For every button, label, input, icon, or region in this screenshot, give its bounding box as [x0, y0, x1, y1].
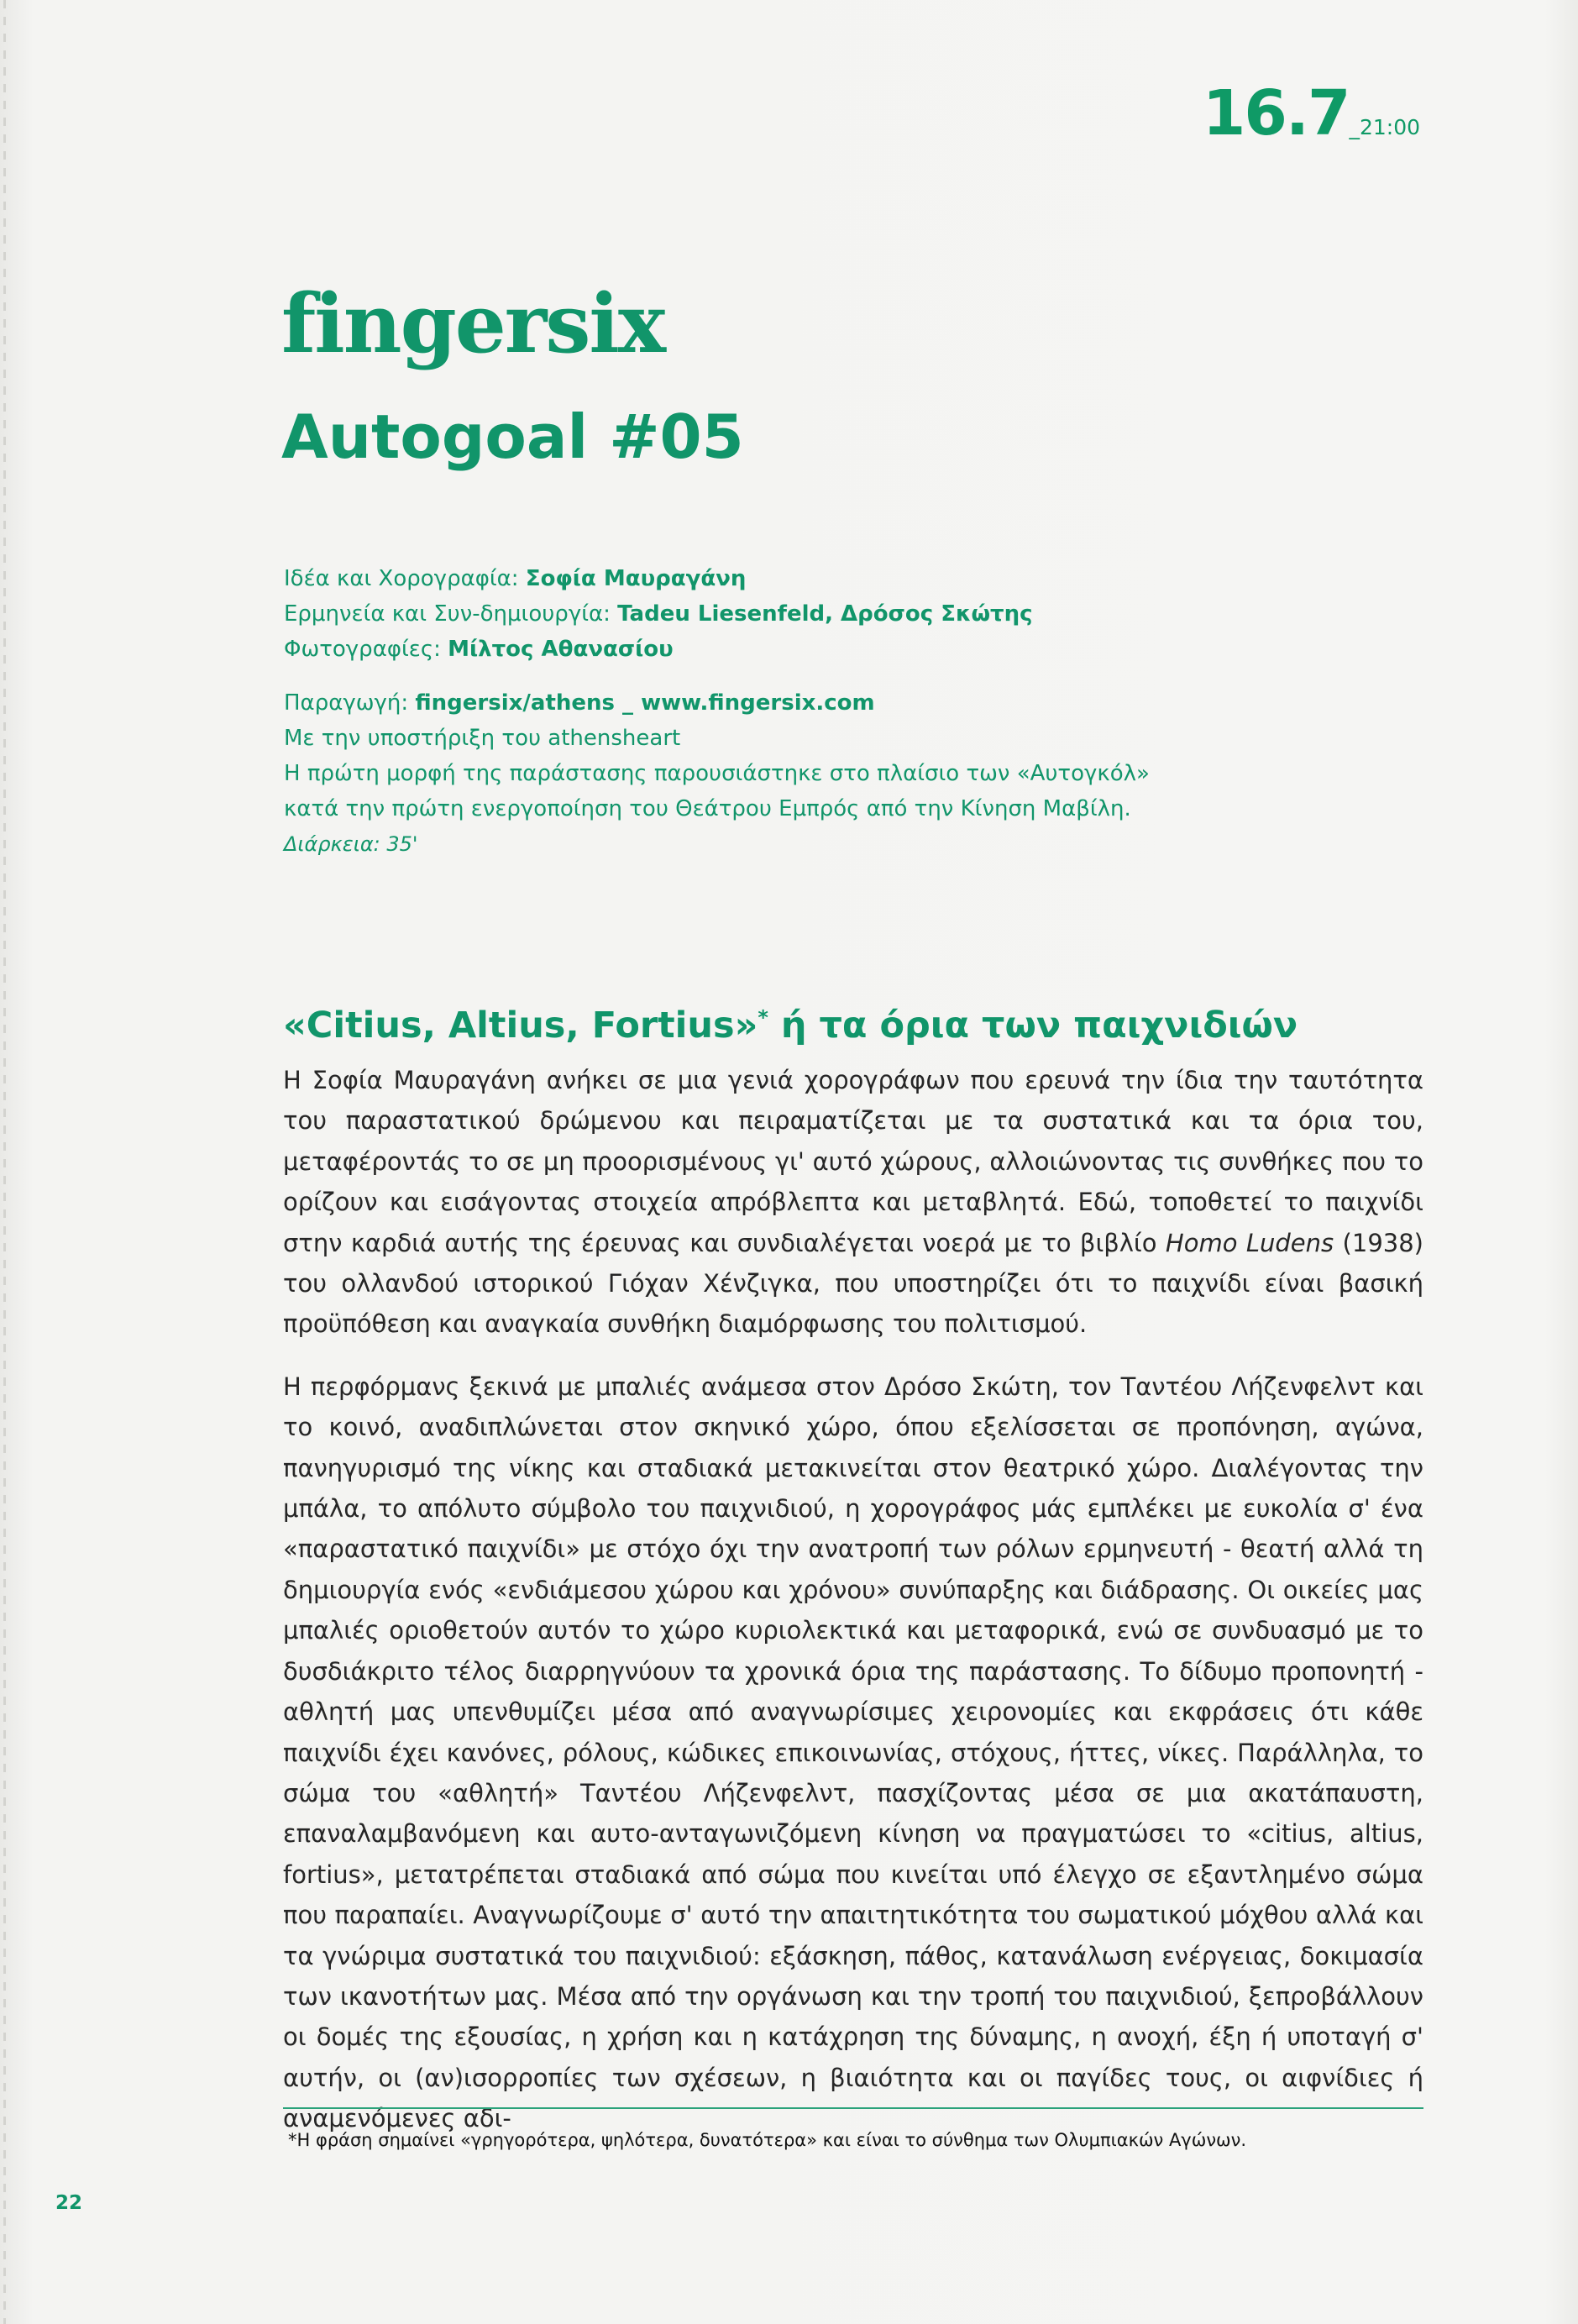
article-heading-quote: «Citius, Altius, Fortius» — [283, 1005, 758, 1047]
credit-premiere-line-1: Η πρώτη μορφή της παράστασης παρουσιάστηκε στο πλαίσιο των «Αυτογκόλ» — [284, 761, 1150, 786]
footnote-divider — [283, 2107, 1423, 2109]
page-number: 22 — [55, 2192, 83, 2214]
article-body — [283, 1060, 1423, 2139]
credit-performers-value: Tadeu Liesenfeld, Δρόσος Σκώτης — [617, 601, 1033, 627]
show-title: Autogoal #05 — [281, 401, 744, 472]
paragraph-1 — [283, 1060, 1423, 1345]
footnote: *Η φράση σημαίνει «γρηγορότερα, ψηλότερα, δυνατότερα» και είναι το σύνθημα των Ολυμπιακών Αγώνων. — [288, 2130, 1247, 2150]
credit-idea-value: Σοφία Μαυραγάνη — [525, 566, 747, 591]
performance-date — [1203, 77, 1420, 150]
credit-photos-value: Μίλτος Αθανασίου — [448, 637, 674, 662]
duration: Διάρκεια: 35' — [284, 832, 418, 856]
binding-edge — [3, 0, 6, 2324]
paragraph-1-start: Η Σοφία Μαυραγάνη ανήκει σε μια γενιά χορογράφων που ερευνά την ίδια την ταυτότητα του παραστατικού δρώμενου και πειραματίζεται με τα συστατικά και τα όρια του, μεταφέροντάς το σε μη προορισμένους γι' αυτό χώρους, αλλοιώνοντας τις συνθήκες που το ορίζουν και εισάγοντας στοιχεία απρόβλεπτα και μεταβλητά. Εδώ, τοποθετεί το παιχνίδι στην καρδιά αυτής της έρευνας και συνδιαλέγεται νοερά με το βιβλίο — [283, 1066, 1423, 1257]
article-heading — [283, 1005, 1298, 1047]
book-title: Homo Ludens — [1165, 1228, 1334, 1257]
credit-photos — [284, 632, 1443, 667]
paragraph-1-end: (1938) του ολλανδού ιστορικού Γιόχαν Χένζιγκα, που υποστηρίζει ότι το παιχνίδι είναι βασική προϋπόθεση και αναγκαία συνθήκη διαμόρφωσης του πολιτισμού. — [283, 1228, 1423, 1339]
article-heading-tail: ή τα όρια των παιχνιδιών — [768, 1005, 1298, 1047]
date-day: 16.7 — [1202, 77, 1350, 150]
credit-performers-label: Ερμηνεία και Συν-δημιουργία: — [284, 601, 611, 627]
footnote-marker: * — [758, 1005, 768, 1030]
credit-production-label: Παραγωγή: — [284, 690, 409, 716]
credit-idea — [284, 561, 1443, 596]
credit-performers — [284, 596, 1443, 632]
credit-support: Με την υποστήριξη του athensheart — [284, 726, 681, 751]
credit-premiere-line-2: κατά την πρώτη ενεργοποίηση του Θεάτρου Εμπρός από την Κίνηση Μαβίλη. — [284, 796, 1131, 821]
credit-production — [284, 685, 1443, 721]
date-time: _21:00 — [1349, 115, 1420, 139]
credit-idea-label: Ιδέα και Χορογραφία: — [284, 566, 519, 591]
credit-photos-label: Φωτογραφίες: — [284, 637, 441, 662]
credits-block — [284, 561, 1443, 862]
paragraph-2: Η περφόρμανς ξεκινά με μπαλιές ανάμεσα στον Δρόσο Σκώτη, τον Ταντέου Λήζενφελντ και το κοινό, αναδιπλώνεται στον σκηνικό χώρο, όπου εξελίσσεται σε προπόνηση, αγώνα, πανηγυρισμό της νίκης και σταδιακά μετακινείται στον θεατρικό χώρο. Διαλέγοντας την μπάλα, το απόλυτο σύμβολο του παιχνιδιού, η χορογράφος μάς εμπλέκει με ευκολία σ' ένα «παραστατικό παιχνίδι» με στόχο όχι την ανατροπή των ρόλων ερμηνευτή - θεατή αλλά τη δημιουργία ενός «ενδιάμεσου χώρου και χρόνου» συνύπαρξης και διάδρασης. Οι οικείες μας μπαλιές οριοθετούν αυτόν το χώρο κυριολεκτικά και μεταφορικά, ενώ σε συνδυασμό με το δυσδιάκριτο τέλος διαρρηγνύουν τα χρονικά όρια της παράστασης. Το δίδυμο προπονητή - αθλητή μας υπενθυμίζει μέσα από αναγνωρίσιμες χειρονομίες και εκφράσεις ότι κάθε παιχνίδι έχει κανόνες, ρόλους, κώδικες επικοινωνίας, στόχους, ήττες, νίκες. Παράλληλα, το σώμα του «αθλητή» Ταντέου Λήζενφελντ, πασχίζοντας μέσα σε μια ακατάπαυστη, επαναλαμβανόμενη και αυτο-ανταγωνιζόμενη κίνηση να πραγματώσει το «citius, altius, fortius», μετατρέπεται σταδιακά από σώμα που κινείται υπό έλεγχο σε εξαντλημένο σώμα που παραπαίει. Αναγνωρίζουμε σ' αυτό την απαιτητικότητα του σωματικού μόχθου αλλά και τα γνώριμα συστατικά του παιχνιδιού: εξάσκηση, πάθος, κατανάλωση ενέργειας, δοκιμασία των ικανοτήτων μας. Μέσα από την οργάνωση και την τροπή του παιχνιδιού, ξεπροβάλλουν οι δομές της εξουσίας, η χρήση και η κατάχρηση της δύναμης, η ανοχή, έξη ή υποταγή σ' αυτήν, οι (αν)ισορροπίες των σχέσεων, η βιαιότητα και οι παγίδες τους, οι αιφνίδιες ή αναμενόμενες αδι- — [283, 1372, 1423, 2133]
credit-production-value: fingersix/athens _ www.fingersix.com — [415, 690, 875, 716]
company-title: fingersix — [281, 276, 665, 371]
